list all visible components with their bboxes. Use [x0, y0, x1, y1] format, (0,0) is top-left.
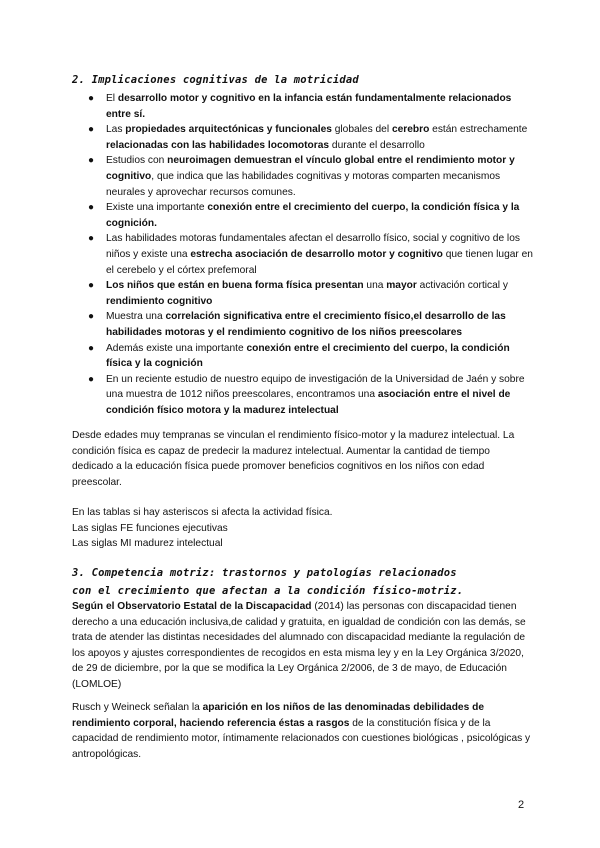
text-run: Las	[106, 124, 126, 136]
bold-text: aparición en los niños de las denominadas debilidades de rendimiento corporal, haciendo referencia éstas a rasgos	[72, 702, 484, 729]
bold-text: rendimiento cognitivo	[106, 295, 213, 307]
text-run: que tienen lugar en el cerebelo y el córtex prefemoral	[106, 248, 533, 276]
bold-text: relacionadas con las habilidades locomotoras	[106, 139, 330, 151]
bullet-item	[88, 372, 538, 419]
note-siglas-fe: Las siglas FE funciones ejecutivas	[72, 522, 228, 534]
text-run: Existe una importante	[106, 202, 208, 214]
bullet-dot-icon: ●	[88, 233, 95, 245]
bullet-dot-icon: ●	[88, 342, 95, 354]
bullet-item	[88, 200, 538, 231]
paragraph-edades-tempranas: Desde edades muy tempranas se vinculan el rendimiento físico-motor y la madurez intelectual. La condición física es capaz de predecir la madurez intelectual. Aumentar la cantidad de tiempo dedicado a la educación física puede promover beneficios cognitivos en los niños con edad preescolar.	[72, 430, 515, 488]
text-run: Rusch y Weineck señalan la	[72, 702, 203, 713]
bullet-dot-icon: ●	[88, 93, 95, 104]
bullet-item	[88, 309, 538, 340]
bullet-dot-icon: ●	[88, 155, 95, 167]
bullet-dot-icon: ●	[88, 124, 95, 136]
text-run: Estudios con	[106, 155, 168, 167]
text-run: El	[106, 93, 118, 104]
bold-text: mayor	[386, 280, 417, 292]
paragraph-observatorio	[72, 599, 532, 693]
bold-text: Según el Observatorio Estatal de la Discapacidad	[72, 601, 312, 612]
section-2-bullet-list	[88, 91, 538, 418]
bullet-item	[88, 341, 538, 372]
bullet-item	[88, 153, 538, 200]
bold-text: estrecha asociación de desarrollo motor y cognitivo	[190, 248, 443, 260]
text-run: Muestra una	[106, 311, 166, 323]
bold-text: conexión entre el crecimiento del cuerpo, la condición física y la cognición	[106, 342, 510, 370]
text-run: una	[363, 280, 387, 292]
notes-block	[72, 505, 532, 552]
bullet-dot-icon: ●	[88, 311, 95, 323]
bullet-item	[88, 91, 538, 122]
bullet-item	[88, 122, 538, 153]
text-run: activación cortical y	[416, 280, 508, 292]
bold-text: cerebro	[391, 124, 430, 136]
text-run: Las habilidades motoras fundamentales afectan el desarrollo físico, social y cognitivo de los niños y existe una	[106, 233, 520, 260]
text-run: Además existe una importante	[106, 342, 247, 354]
bullet-dot-icon: ●	[88, 280, 95, 292]
bold-text: correlación significativa entre el crecimiento físico,el desarrollo de las habilidades motoras y el rendimiento cognitivo de los niños preescolares	[106, 311, 506, 338]
bold-text: asociación entre el nivel de condición físico motora y la madurez intelectual	[106, 389, 511, 416]
note-siglas-mi: Las siglas MI madurez intelectual	[72, 538, 223, 550]
note-asteriscos: En las tablas si hay asteriscos si afecta la actividad física.	[72, 507, 333, 518]
text-run: globales del	[331, 124, 392, 136]
text-run: , que indica que las habilidades cognitivas y motoras comparten mecanismos neurales y aprovechar recursos comunes.	[106, 170, 501, 198]
text-run: En un reciente estudio de nuestro equipo de investigación de la Universidad de Jaén y sobre una muestra de 1012 niños preescolares, encontramos una	[106, 373, 525, 401]
bold-text: Los niños que están en buena forma física presentan	[106, 280, 364, 292]
paragraph-rusch-weineck	[72, 700, 532, 762]
bold-text: propiedades arquitectónicas y funcionales	[125, 124, 332, 136]
text-run: están estrechamente	[429, 124, 528, 136]
text-run: de la constitución física y de la capacidad de rendimiento motor, íntimamente relacionados con cuestiones biológicas , psicológicas y antropológicas.	[72, 717, 531, 760]
page-number: 2	[518, 799, 525, 811]
bold-text: neuroimagen demuestran el vínculo global entre el rendimiento motor y cognitivo	[106, 155, 515, 182]
text-run: durante el desarrollo	[329, 139, 425, 151]
bullet-item	[88, 278, 538, 309]
text-run: (2014) las personas con discapacidad tienen derecho a una educación inclusiva,de calidad y gratuita, en igualdad de condición con las demás, se trata de atender las distintas necesidades del alumnado con discapacidad mediante la regulación de los apoyos y ajustes correspondientes de recogidos en esta misma ley y en la Ley Orgánica 3/2020, de 29 de diciembre, por la que se modifica la Ley Orgánica 2/2006, de 3 de mayo, de Educación (LOMLOE)	[72, 601, 526, 690]
bullet-dot-icon: ●	[88, 373, 95, 385]
bullet-dot-icon: ●	[88, 202, 95, 214]
section-3-heading: 3. Competencia motriz: trastornos y patologías relacionados con el crecimiento que afectan a la condición físico-motriz.	[72, 567, 464, 597]
section-2-heading: 2. Implicaciones cognitivas de la motricidad	[72, 74, 359, 86]
bold-text: conexión entre el crecimiento del cuerpo, la condición física y la cognición.	[106, 202, 520, 229]
bullet-item	[88, 231, 538, 278]
bold-text: desarrollo motor y cognitivo en la infancia están fundamentalmente relacionados entre sí.	[106, 93, 512, 120]
